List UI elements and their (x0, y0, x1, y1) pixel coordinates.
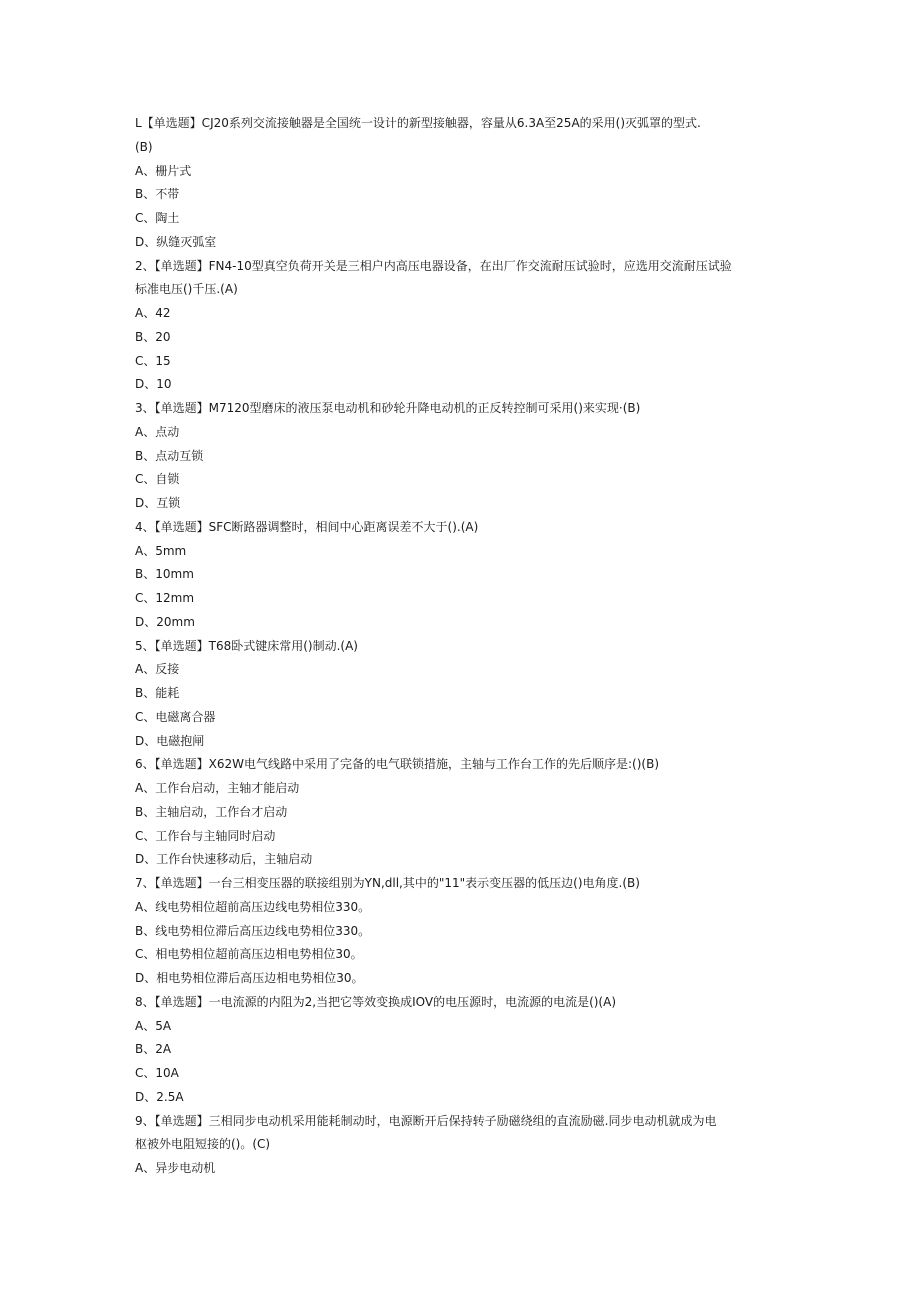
question-4-option-a: A、5mm (135, 543, 187, 558)
question-6-option-c: C、工作台与主轴同时启动 (135, 828, 276, 843)
question-1-option-a: A、栅片式 (135, 163, 192, 178)
question-3-option-c: C、自锁 (135, 472, 180, 487)
question-5-option-c: C、电磁离合器 (135, 709, 216, 724)
question-6-option-a: A、工作台启动，主轴才能启动 (135, 781, 300, 795)
question-4-option-d: D、20mm (135, 614, 195, 629)
question-2-option-c: C、15 (135, 353, 171, 368)
question-2-stem-line-2: 标准电压()千压.(A) (135, 282, 238, 297)
question-4-stem-line-1: 4、【单选题】SFC断路器调整时，相间中心距离误差不大于().(A) (135, 519, 479, 534)
question-3-option-b: B、点动互锁 (135, 448, 204, 463)
question-3-option-d: D、互锁 (135, 496, 181, 510)
question-6-option-d: D、工作台快速移动后，主轴启动 (135, 852, 313, 867)
question-5-option-b: B、能耗 (135, 686, 180, 700)
question-9-option-a: A、异步电动机 (135, 1161, 216, 1175)
question-8-stem-line-1: 8、【单选题】一电流源的内阻为2,当把它等效变换成IOV的电压源时，电流源的电流是()(A) (135, 994, 617, 1009)
question-7-option-b: B、线电势相位滞后高压边线电势相位330。 (135, 923, 371, 938)
question-list (135, 112, 775, 1181)
question-2-option-b: B、20 (135, 329, 171, 344)
question-9-stem-line-2: 枢被外电阻短接的()。(C) (135, 1137, 271, 1152)
question-7-option-a: A、线电势相位超前高压边线电势相位330。 (135, 899, 371, 914)
question-7-option-d: D、相电势相位滞后高压边相电势相位30。 (135, 971, 364, 985)
question-2-option-d: D、10 (135, 377, 172, 392)
question-8-option-c: C、10A (135, 1066, 179, 1080)
question-2-stem-line-1: 2、【单选题】FN4-10型真空负荷开关是三相户内高压电器设备，在出厂作交流耐压试验时，应选用交流耐压试验 (135, 258, 732, 273)
question-5-option-d: D、电磁抱闸 (135, 733, 205, 748)
question-2-option-a: A、42 (135, 306, 171, 320)
question-3-option-a: A、点动 (135, 424, 180, 439)
question-7-stem-line-1: 7、【单选题】一台三相变压器的联接组别为YN,dll,其中的"11"表示变压器的低压边()电角度.(B) (135, 876, 640, 890)
question-3-stem-line-1: 3、【单选题】M7120型磨床的液压泵电动机和砂轮升降电动机的正反转控制可采用()来实现·(B) (135, 401, 641, 415)
question-6-stem-line-1: 6、【单选题】X62W电气线路中采用了完备的电气联锁措施，主轴与工作台工作的先后顺序是:()(B) (135, 757, 659, 772)
question-5-stem-line-1: 5、【单选题】T68卧式键床常用()制动.(A) (135, 638, 358, 653)
question-1-option-d: D、纵缝灭弧室 (135, 234, 217, 249)
question-6-option-b: B、主轴启动，工作台才启动 (135, 804, 288, 819)
question-1-option-b: B、不带 (135, 187, 180, 202)
question-8-option-b: B、2A (135, 1042, 172, 1057)
question-9-stem-line-1: 9、【单选题】三相同步电动机采用能耗制动时，电源断开后保持转子励磁绕组的直流励磁.同步电动机就成为电 (135, 1113, 717, 1128)
question-1-stem-line-2: (B) (135, 139, 153, 154)
question-8-option-a: A、5A (135, 1018, 172, 1033)
question-4-option-b: B、10mm (135, 567, 194, 582)
question-8-option-d: D、2.5A (135, 1089, 184, 1104)
question-7-option-c: C、相电势相位超前高压边相电势相位30。 (135, 947, 363, 962)
question-1-option-c: C、陶土 (135, 211, 180, 225)
question-4-option-c: C、12mm (135, 591, 195, 605)
question-5-option-a: A、反接 (135, 662, 180, 677)
question-1-stem-line-1: L【单选题】CJ20系列交流接触器是全国统一设计的新型接触器，容量从6.3A至25A的采用()灭弧罩的型式. (135, 116, 701, 130)
